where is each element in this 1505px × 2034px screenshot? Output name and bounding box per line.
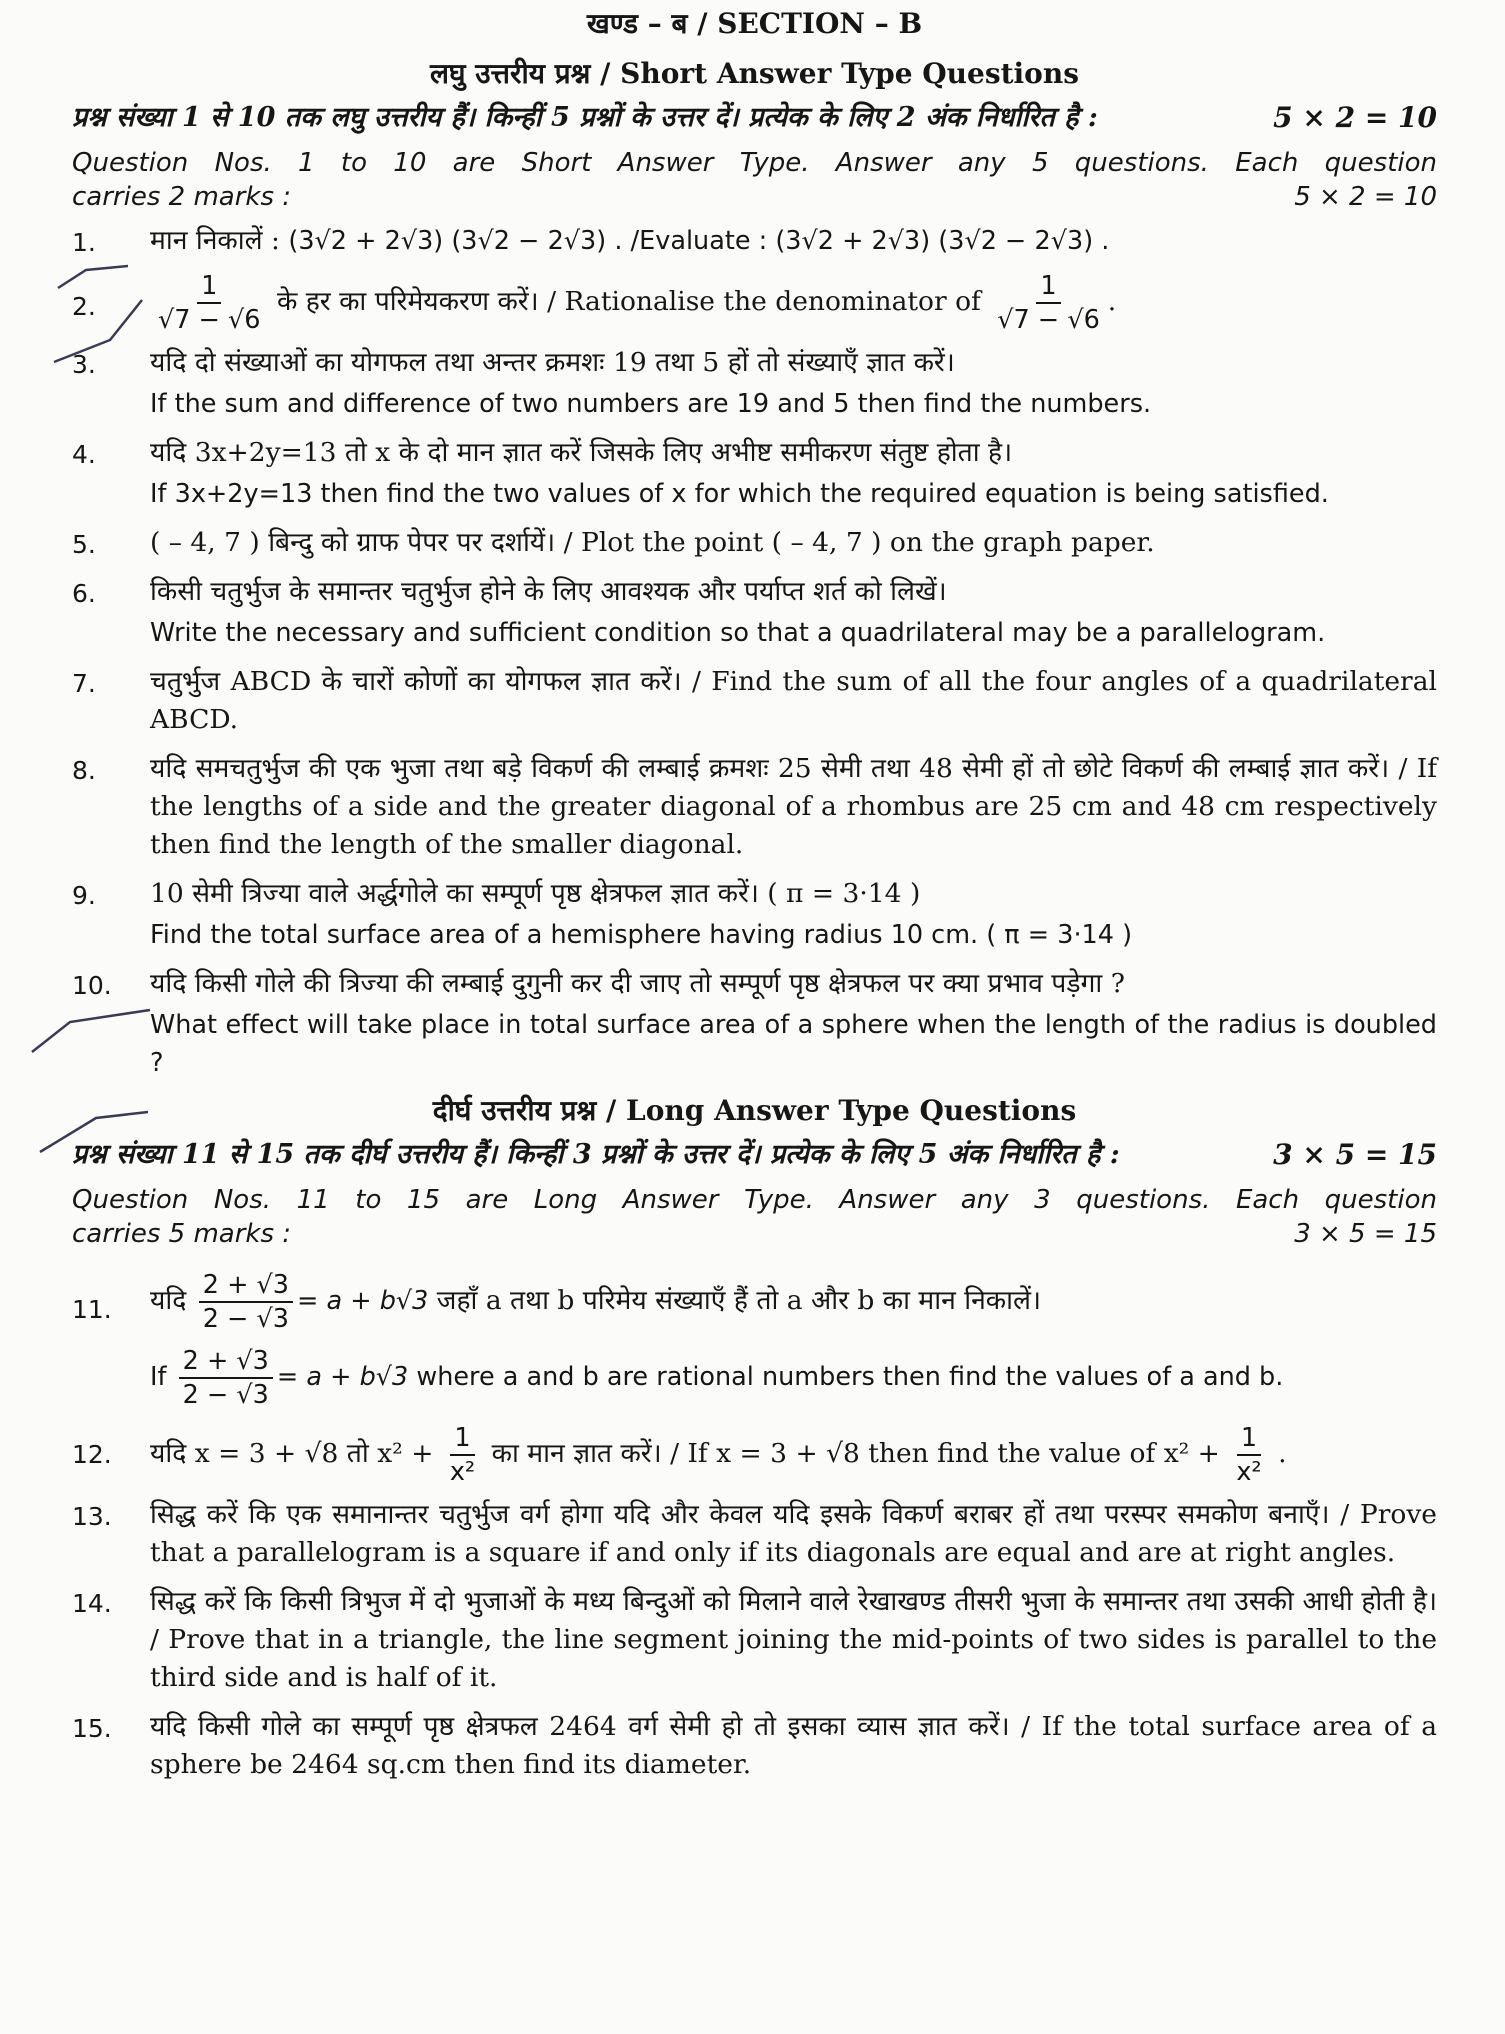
- question-number: 11.: [72, 1295, 112, 1324]
- question-1: [72, 222, 1437, 262]
- q10-english: What effect will take place in total surface area of a sphere when the length of the radius is doubled ?: [150, 1010, 1437, 1078]
- question-number: 4.: [72, 440, 96, 469]
- question-12: [72, 1422, 1437, 1488]
- question-13: [72, 1496, 1437, 1575]
- question-2: [72, 270, 1437, 336]
- q11-english-post: where a and b are rational numbers then find the values of a and b.: [408, 1362, 1284, 1392]
- question-8: [72, 750, 1437, 867]
- q11-fraction: [199, 1269, 293, 1335]
- long-marks-hindi: 3 × 5 = 15: [1273, 1138, 1437, 1171]
- long-instruction-hindi-text: प्रश्न संख्या 11 से 15 तक दीर्घ उत्तरीय हैं। किन्हीं 3 प्रश्नों के उत्तर दें। प्रत्येक के लिए 5 अंक निर्धारित है :: [72, 1139, 1120, 1170]
- question-number: 2.: [72, 292, 96, 321]
- question-number: 8.: [72, 756, 96, 785]
- q14-text: सिद्ध करें कि किसी त्रिभुज में दो भुजाओं के मध्य बिन्दुओं को मिलाने वाले रेखाखण्ड तीसरी भुजा के समान्तर तथा उसकी आधी होती है। / Prove that in a triangle, the line segment joining the mid-points of two sides is parallel to the third side and is half of it.: [150, 1586, 1437, 1693]
- question-body: [150, 434, 1437, 516]
- q9-english: Find the total surface area of a hemisphere having radius 10 cm. ( π = 3·14 ): [150, 920, 1133, 950]
- fraction-numerator: 1: [1036, 270, 1060, 304]
- short-instruction-english-line1: Question Nos. 1 to 10 are Short Answer Type. Answer any 5 questions. Each question: [72, 148, 1437, 178]
- question-body: [150, 222, 1437, 262]
- fraction-denominator: 2 − √3: [202, 1304, 290, 1334]
- fraction-denominator: √7 − √6: [997, 305, 1100, 335]
- question-6: [72, 573, 1437, 655]
- q8-text: यदि समचतुर्भुज की एक भुजा तथा बड़े विकर्ण की लम्बाई क्रमशः 25 सेमी तथा 48 सेमी हों तो छोटे विकर्ण की लम्बाई ज्ञात करें। / If the lengths of a side and the greater diagonal of a rhombus are 25 cm and 48 cm respectively then find the length of the smaller diagonal.: [150, 753, 1437, 860]
- q12-end: .: [1269, 1438, 1287, 1469]
- question-14: [72, 1583, 1437, 1700]
- short-marks-hindi: 5 × 2 = 10: [1273, 101, 1437, 134]
- question-body: [150, 1708, 1437, 1787]
- q1-expression-english: (3√2 + 2√3) (3√2 − 2√3): [775, 226, 1094, 256]
- question-number: 14.: [72, 1589, 112, 1618]
- question-number: 7.: [72, 669, 96, 698]
- q11-english-pre: If: [150, 1362, 167, 1392]
- question-number: 1.: [72, 228, 96, 257]
- q2-fraction-left: [154, 270, 265, 336]
- question-3: [72, 344, 1437, 426]
- fraction-denominator: √7 − √6: [158, 305, 261, 335]
- question-5: [72, 524, 1437, 565]
- question-body: [150, 524, 1437, 565]
- fraction-denominator: x²: [1236, 1457, 1262, 1487]
- question-number: 12.: [72, 1440, 112, 1469]
- q12-hindi-pre: यदि x = 3 + √8 तो x² +: [150, 1438, 434, 1469]
- q12-fraction: [1232, 1422, 1265, 1488]
- fraction-numerator: 1: [450, 1422, 474, 1456]
- q7-text: चतुर्भुज ABCD के चारों कोणों का योगफल ज्ञात करें। / Find the sum of all the four angles of a quadrilateral ABCD.: [150, 666, 1437, 735]
- long-instruction-english-line1: Question Nos. 11 to 15 are Long Answer Type. Answer any 3 questions. Each question: [72, 1185, 1437, 1215]
- question-body: $\frac{1}{√7 - √6}$ के हर का परिमेयकरण करें। / Rationalise the denominator of $\frac{1}{√7 - √6}$ .: [150, 270, 1437, 336]
- q1-separator: . /Evaluate :: [606, 226, 776, 256]
- short-marks-english: 5 × 2 = 10: [1294, 182, 1437, 212]
- long-marks-english: 3 × 5 = 15: [1294, 1219, 1437, 1249]
- long-instruction-english-line2: [72, 1217, 1437, 1251]
- long-instruction-english: [72, 1183, 1437, 1251]
- short-instruction-english-line2-text: carries 2 marks :: [72, 182, 292, 212]
- fraction-denominator: x²: [449, 1457, 476, 1487]
- q11-hindi-pre: यदि: [150, 1285, 187, 1316]
- short-instruction-hindi: [72, 98, 1437, 138]
- q3-hindi: यदि दो संख्याओं का योगफल तथा अन्तर क्रमशः 19 तथा 5 हों तो संख्याएँ ज्ञात करें।: [150, 347, 955, 378]
- question-body: [150, 344, 1437, 426]
- q1-end: .: [1093, 226, 1110, 256]
- q11-equation: = a + b√3: [276, 1362, 409, 1392]
- question-body: [150, 1583, 1437, 1700]
- q6-english: Write the necessary and sufficient condition so that a quadrilateral may be a parallelogram.: [150, 618, 1326, 648]
- question-7: [72, 663, 1437, 742]
- q13-text: सिद्ध करें कि एक समानान्तर चतुर्भुज वर्ग होगा यदि और केवल यदि इसके विकर्ण बराबर हों तथा परस्पर समकोण बनाएँ। / Prove that a parallelogram is a square if and only if its diagonals are equal and are at right angles.: [150, 1499, 1437, 1568]
- question-body: [150, 1422, 1437, 1488]
- q11-hindi: [150, 1269, 1437, 1335]
- long-instruction-hindi: [72, 1135, 1437, 1175]
- q4-english: If 3x+2y=13 then find the two values of x for which the required equation is being satisfied.: [150, 479, 1329, 509]
- question-9: [72, 875, 1437, 957]
- question-number: 3.: [72, 350, 96, 379]
- long-answer-heading: दीर्घ उत्तरीय प्रश्न / Long Answer Type Questions: [432, 1094, 1077, 1127]
- q4-hindi: यदि 3x+2y=13 तो x के दो मान ज्ञात करें जिसके लिए अभीष्ट समीकरण संतुष्ट होता है।: [150, 437, 1013, 468]
- fraction-denominator: 2 − √3: [182, 1380, 269, 1410]
- q2-text: के हर का परिमेयकरण करें। / Rationalise the denominator of: [268, 286, 990, 317]
- long-instruction-english-line2-text: carries 5 marks :: [72, 1219, 292, 1249]
- q11-hindi-post: जहाँ a तथा b परिमेय संख्याएँ हैं तो a और b का मान निकालें।: [428, 1285, 1042, 1316]
- question-number: 6.: [72, 579, 96, 608]
- question-number: 5.: [72, 530, 96, 559]
- fraction-numerator: 2 + √3: [199, 1269, 293, 1303]
- q3-english: If the sum and difference of two numbers are 19 and 5 then find the numbers.: [150, 389, 1152, 419]
- short-instruction-hindi-text: प्रश्न संख्या 1 से 10 तक लघु उत्तरीय हैं। किन्हीं 5 प्रश्नों के उत्तर दें। प्रत्येक के लिए 2 अंक निर्धारित है :: [72, 102, 1098, 133]
- short-instruction-english-line2: [72, 180, 1437, 214]
- question-4: [72, 434, 1437, 516]
- question-number: 9.: [72, 881, 96, 910]
- fraction-numerator: 1: [1237, 1422, 1261, 1456]
- short-instruction-english: [72, 146, 1437, 214]
- q11-equation: = a + b√3: [297, 1286, 429, 1316]
- q11-fraction: [179, 1345, 273, 1411]
- question-body: [150, 1496, 1437, 1575]
- q12-text: का मान ज्ञात करें। / If x = 3 + √8 then find the value of x² +: [483, 1438, 1220, 1469]
- question-body: [150, 875, 1437, 957]
- question-body: [150, 750, 1437, 867]
- question-11: [72, 1269, 1437, 1414]
- q10-hindi: यदि किसी गोले की त्रिज्या की लम्बाई दुगुनी कर दी जाए तो सम्पूर्ण पृष्ठ क्षेत्रफल पर क्या प्रभाव पड़ेगा ?: [150, 968, 1125, 999]
- q2-fraction-right: [993, 270, 1104, 336]
- q12-fraction: [446, 1422, 479, 1488]
- q1-expression-hindi: (3√2 + 2√3) (3√2 − 2√3): [288, 226, 607, 256]
- q11-english: [150, 1345, 1437, 1411]
- short-answer-heading: लघु उत्तरीय प्रश्न / Short Answer Type Questions: [430, 57, 1079, 90]
- q5-text: ( – 4, 7 ) बिन्दु को ग्राफ पेपर पर दर्शायें। / Plot the point ( – 4, 7 ) on the graph paper.: [150, 527, 1155, 558]
- fraction-numerator: 1: [197, 270, 221, 304]
- question-number: 10.: [72, 971, 112, 1000]
- fraction-numerator: 2 + √3: [179, 1345, 273, 1379]
- q1-hindi: मान निकालें :: [150, 225, 289, 256]
- question-body: [150, 573, 1437, 655]
- question-number: 13.: [72, 1502, 112, 1531]
- section-heading: खण्ड – ब / SECTION – B: [586, 7, 923, 40]
- q15-text: यदि किसी गोले का सम्पूर्ण पृष्ठ क्षेत्रफल 2464 वर्ग सेमी हो तो इसका व्यास ज्ञात करें। / If the total surface area of a sphere be 2464 sq.cm then find its diameter.: [150, 1711, 1437, 1780]
- q9-hindi: 10 सेमी त्रिज्या वाले अर्द्धगोले का सम्पूर्ण पृष्ठ क्षेत्रफल ज्ञात करें। ( π = 3·14 ): [150, 878, 921, 909]
- q6-hindi: किसी चतुर्भुज के समान्तर चतुर्भुज होने के लिए आवश्यक और पर्याप्त शर्त को लिखें।: [150, 576, 947, 607]
- question-15: [72, 1708, 1437, 1787]
- question-body: [150, 965, 1437, 1085]
- question-10: [72, 965, 1437, 1085]
- question-number: 15.: [72, 1714, 112, 1743]
- question-body: [150, 1269, 1437, 1414]
- question-body: [150, 663, 1437, 742]
